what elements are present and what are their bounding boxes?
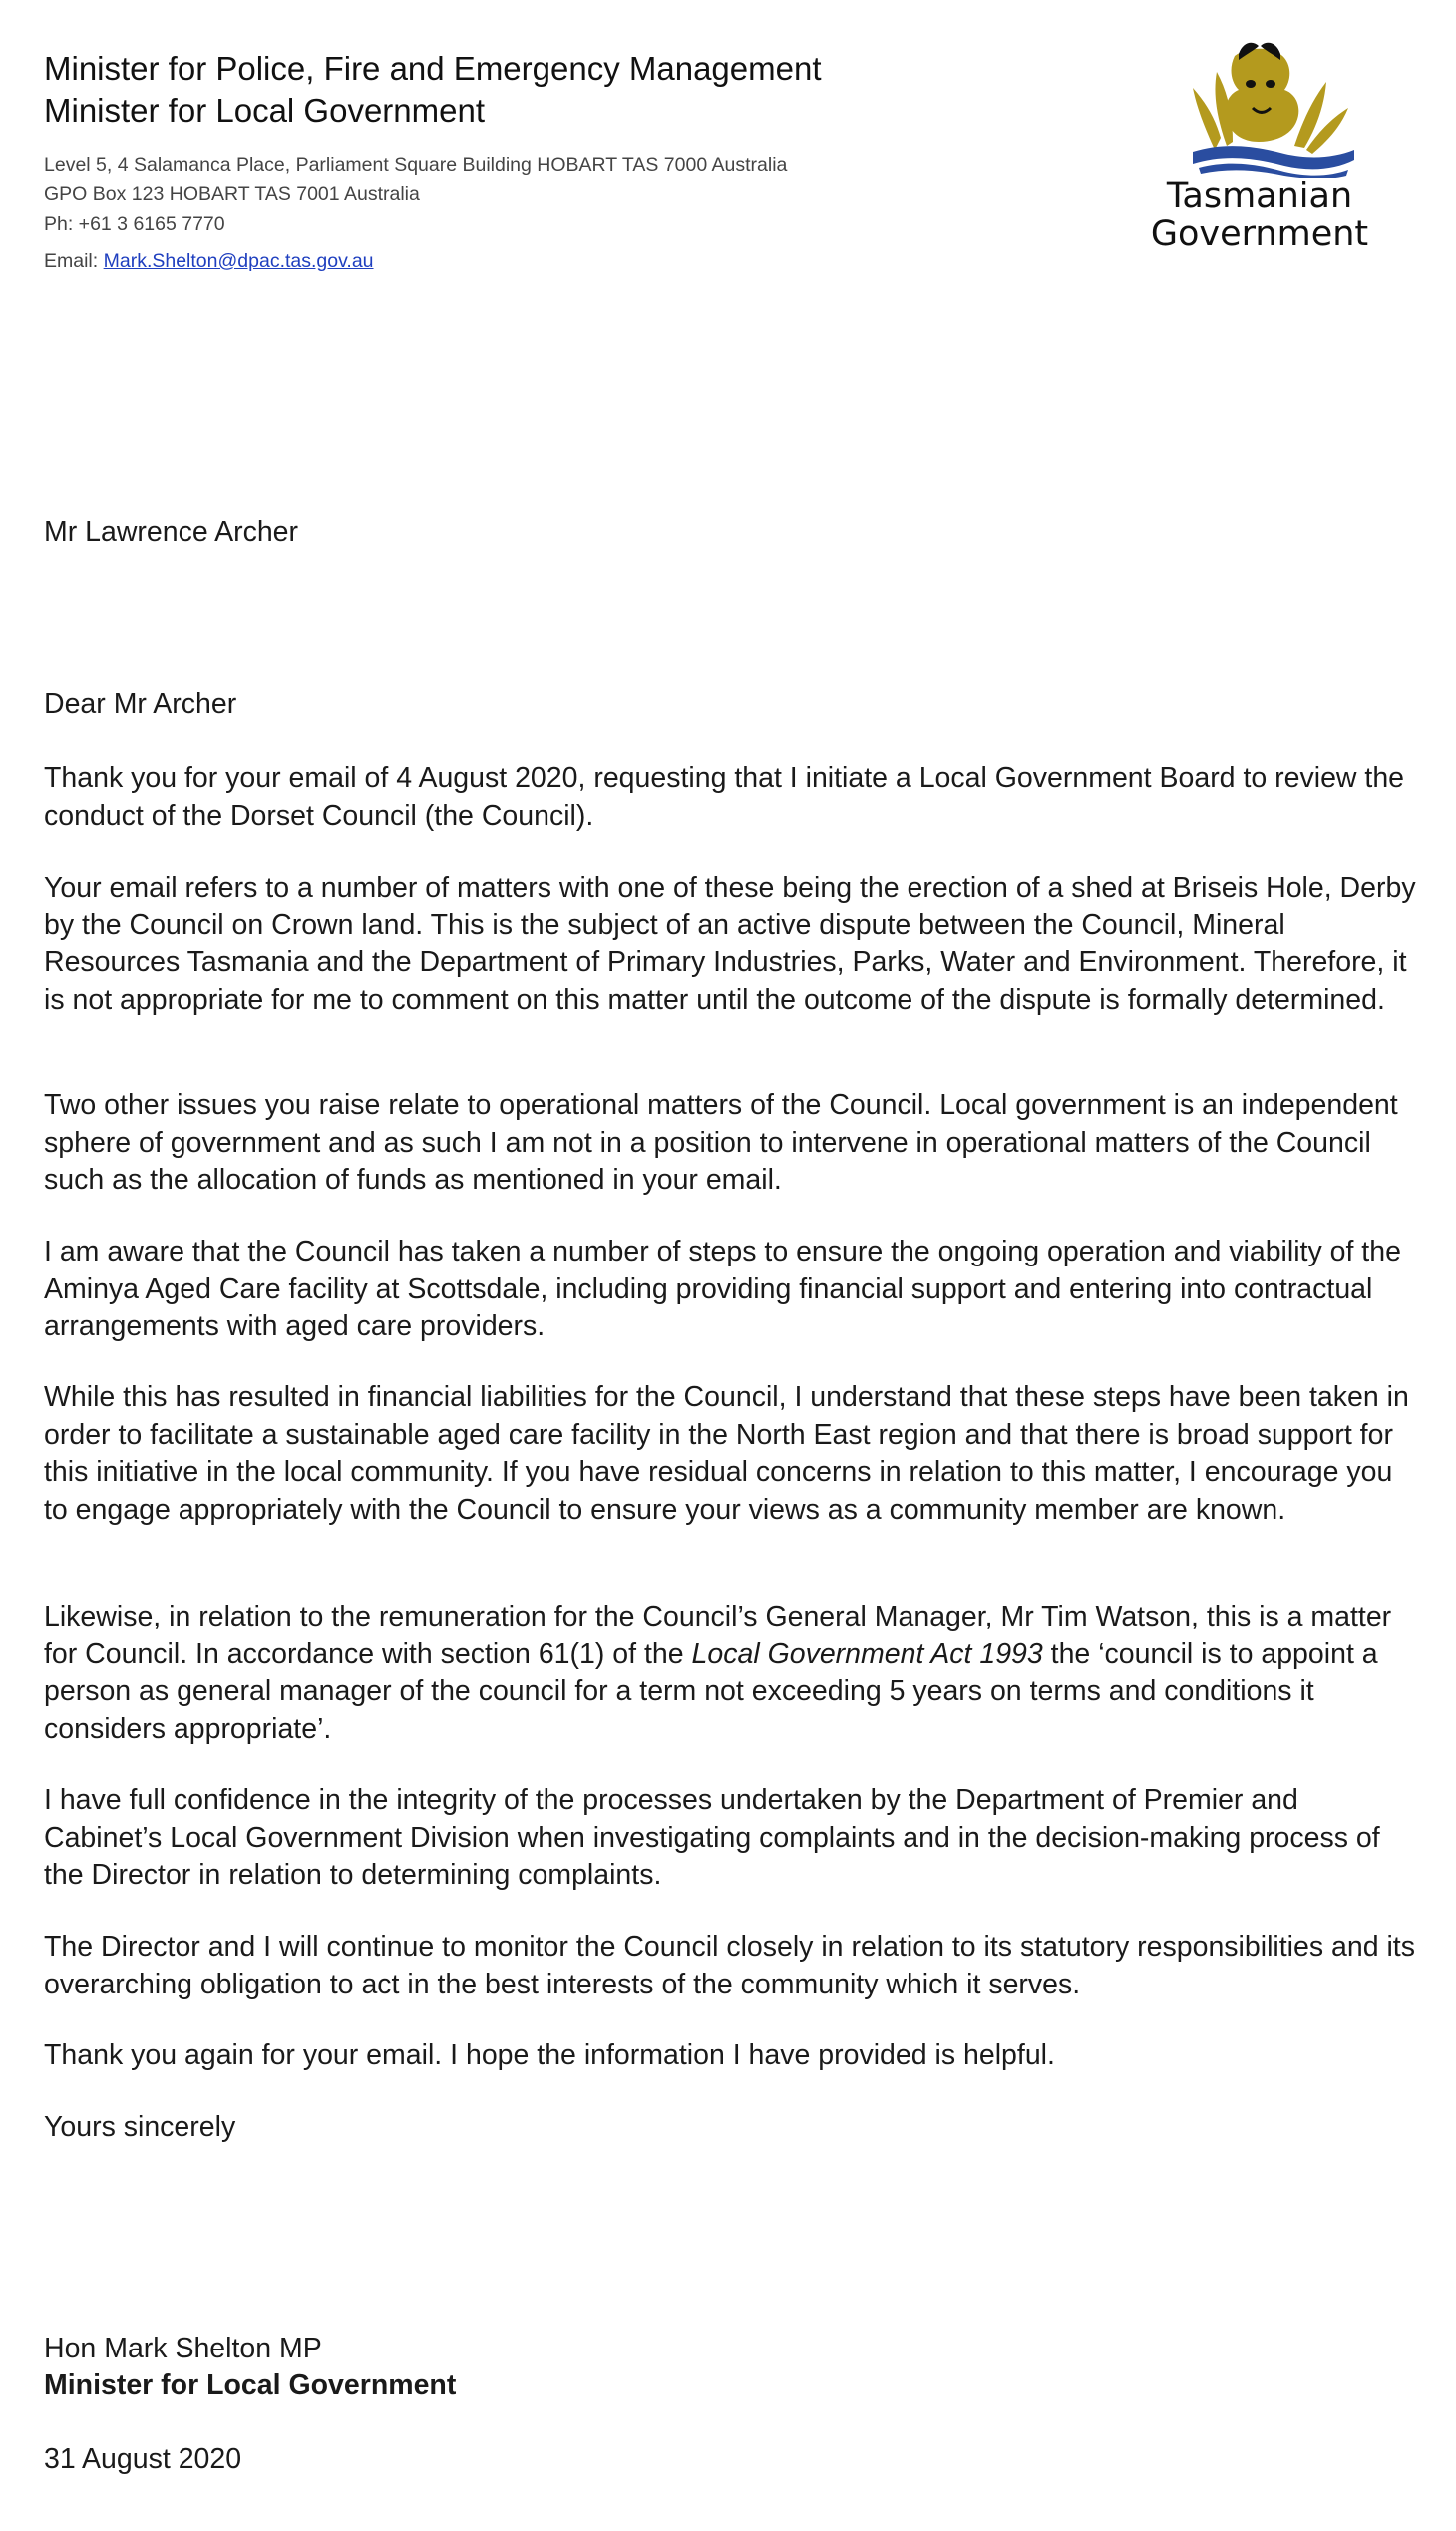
salutation: Dear Mr Archer: [44, 688, 237, 720]
paragraph-thanks: Thank you again for your email. I hope the information I have provided is helpful.: [44, 2039, 1055, 2071]
paragraph-confidence: I have full confidence in the integrity of the processes undertaken by the Department of Premier and Cabinet’s Local Government Division when investigating complaints and in the decision-making process of the Director in relation to determining complaints.: [44, 1784, 1380, 1891]
phone-number: Ph: +61 3 6165 7770: [44, 213, 225, 235]
paragraph-operational-matters: Two other issues you raise relate to operational matters of the Council. Local government is an independent sphere of government and as such I am not in a position to intervene in operational matters of the Council such as the allocation of funds as mentioned in your email.: [44, 1089, 1398, 1196]
signatory-name: Hon Mark Shelton MP: [44, 2333, 322, 2364]
letterhead: [44, 48, 1021, 276]
paragraph-shed-dispute: Your email refers to a number of matters with one of these being the erection of a shed at Briseis Hole, Derby by the Council on Crown land. This is the subject of an active dispute between the Council, Mineral Resources Tasmania and the Department of Primary Industries, Parks, Water and Environment. Therefore, it is not appropriate for me to comment on this matter until the outcome of the dispute is formally determined.: [44, 872, 1416, 1016]
paragraph-aged-care: I am aware that the Council has taken a number of steps to ensure the ongoing operation and viability of the Aminya Aged Care facility at Scottsdale, including providing financial support and entering into contractual arrangements with aged care providers.: [44, 1236, 1401, 1342]
email-label: Email:: [44, 250, 99, 272]
address-block: [44, 150, 1021, 276]
paragraph-general-manager-text-1: Likewise, in relation to the remuneration for the Council’s General Manager, Mr Tim Watson, this is a matter for Council. In accordance with section 61(1) of the: [44, 1601, 1392, 1670]
signatory-role: Minister for Local Government: [44, 2369, 457, 2401]
tasmanian-devil-emblem-icon: [1135, 38, 1384, 178]
street-address: Level 5, 4 Salamanca Place, Parliament Square Building HOBART TAS 7000 Australia: [44, 154, 788, 176]
minister-title-local-government: Minister for Local Government: [44, 92, 486, 129]
paragraph-general-manager: [44, 1599, 1420, 1748]
paragraph-general-manager-text-2: the ‘council is to appoint a person as general manager of the council for a term not exceeding 5 years on terms and conditions it considers appropriate’.: [44, 1637, 1378, 1745]
tasmanian-government-logo: [1135, 38, 1384, 267]
postal-address: GPO Box 123 HOBART TAS 7001 Australia: [44, 183, 420, 205]
paragraph-financial-liabilities: While this has resulted in financial liabilities for the Council, I understand that these steps have been taken in order to facilitate a sustainable aged care facility in the North East region and that there is broad support for this initiative in the local community. If you have residual concerns in relation to this matter, I encourage you to engage appropriately with the Council to ensure your views as a community member are known.: [44, 1381, 1409, 1526]
closing: Yours sincerely: [44, 2111, 236, 2143]
email-line: [44, 246, 1021, 276]
minister-title-police: Minister for Police, Fire and Emergency Management: [44, 50, 822, 87]
logo-text-tasmanian: Tasmanian: [1166, 177, 1353, 216]
email-link[interactable]: Mark.Shelton@dpac.tas.gov.au: [103, 250, 374, 272]
paragraph-monitoring: The Director and I will continue to monitor the Council closely in relation to its statutory responsibilities and its overarching obligation to act in the best interests of the community which it serves.: [44, 1931, 1415, 2000]
act-title: Local Government Act 1993: [691, 1637, 1043, 1670]
logo-text-government: Government: [1150, 214, 1369, 254]
recipient-name: Mr Lawrence Archer: [44, 516, 299, 547]
paragraph-request: Thank you for your email of 4 August 2020, requesting that I initiate a Local Government Board to review the conduct of the Dorset Council (the Council).: [44, 762, 1405, 832]
letter-date: 31 August 2020: [44, 2443, 242, 2475]
